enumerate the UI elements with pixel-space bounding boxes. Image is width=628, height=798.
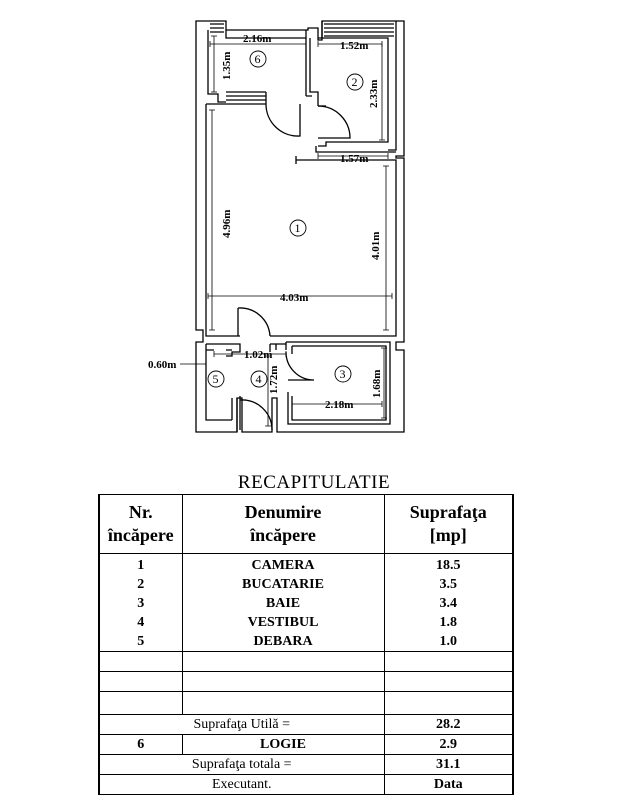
room-number-4: 4 [255, 372, 262, 386]
room-number-2: 2 [351, 75, 358, 89]
executant-label: Executant. [99, 775, 384, 795]
header-name: Denumire încăpere [182, 495, 384, 554]
header-nr: Nr. încăpere [99, 495, 182, 554]
kitchen-window [324, 24, 394, 36]
dim-216: 2.16m [243, 33, 272, 45]
recap-table [98, 494, 514, 795]
room-number-3: 3 [339, 367, 346, 381]
useful-area-row [99, 715, 513, 735]
dim-102: 1.02m [244, 349, 273, 361]
dim-233: 2.33m [368, 79, 380, 108]
table-row: 3 BAIE 3.4 [99, 594, 513, 613]
recap-title: RECAPITULATIE [237, 472, 391, 493]
total-area-value: 31.1 [384, 755, 513, 775]
room-number-5: 5 [212, 372, 219, 386]
table-row-empty [99, 672, 513, 692]
table-row-empty [99, 652, 513, 672]
door-arc-bath [286, 352, 314, 380]
table-header-row [99, 495, 513, 554]
logie-row: 6 LOGIE 2.9 [99, 735, 513, 755]
dim-403: 4.03m [280, 292, 309, 304]
data-label: Data [384, 775, 513, 795]
room-number-1: 1 [294, 221, 301, 235]
useful-area-label: Suprafaţa Utilă = [99, 715, 384, 735]
dim-152: 1.52m [340, 40, 369, 52]
dim-401: 4.01m [370, 231, 382, 260]
total-area-label: Suprafaţa totala = [99, 755, 384, 775]
signature-row [99, 775, 513, 795]
useful-area-value: 28.2 [384, 715, 513, 735]
dim-168: 1.68m [371, 369, 383, 398]
room-number-6: 6 [254, 52, 261, 66]
dim-496: 4.96m [221, 209, 233, 238]
door-arc-room [238, 308, 270, 336]
door-arc-logie [266, 104, 300, 136]
dim-172: 1.72m [268, 365, 280, 394]
dim-135: 1.35m [221, 51, 233, 80]
logie-railing [226, 92, 266, 104]
table-row: 2 BUCATARIE 3.5 [99, 575, 513, 594]
total-area-row [99, 755, 513, 775]
table-row: 5 DEBARA 1.0 [99, 632, 513, 652]
dim-157: 1.57m [340, 153, 369, 165]
header-area: Suprafaţa [mp] [384, 495, 513, 554]
table-row: 4 VESTIBUL 1.8 [99, 613, 513, 632]
table-row-empty [99, 692, 513, 715]
dim-218: 2.18m [325, 399, 354, 411]
table-row: 1 CAMERA 18.5 [99, 554, 513, 576]
logie-window [210, 24, 224, 32]
dim-060: 0.60m [148, 359, 177, 371]
door-arc-kitchen [318, 106, 350, 138]
